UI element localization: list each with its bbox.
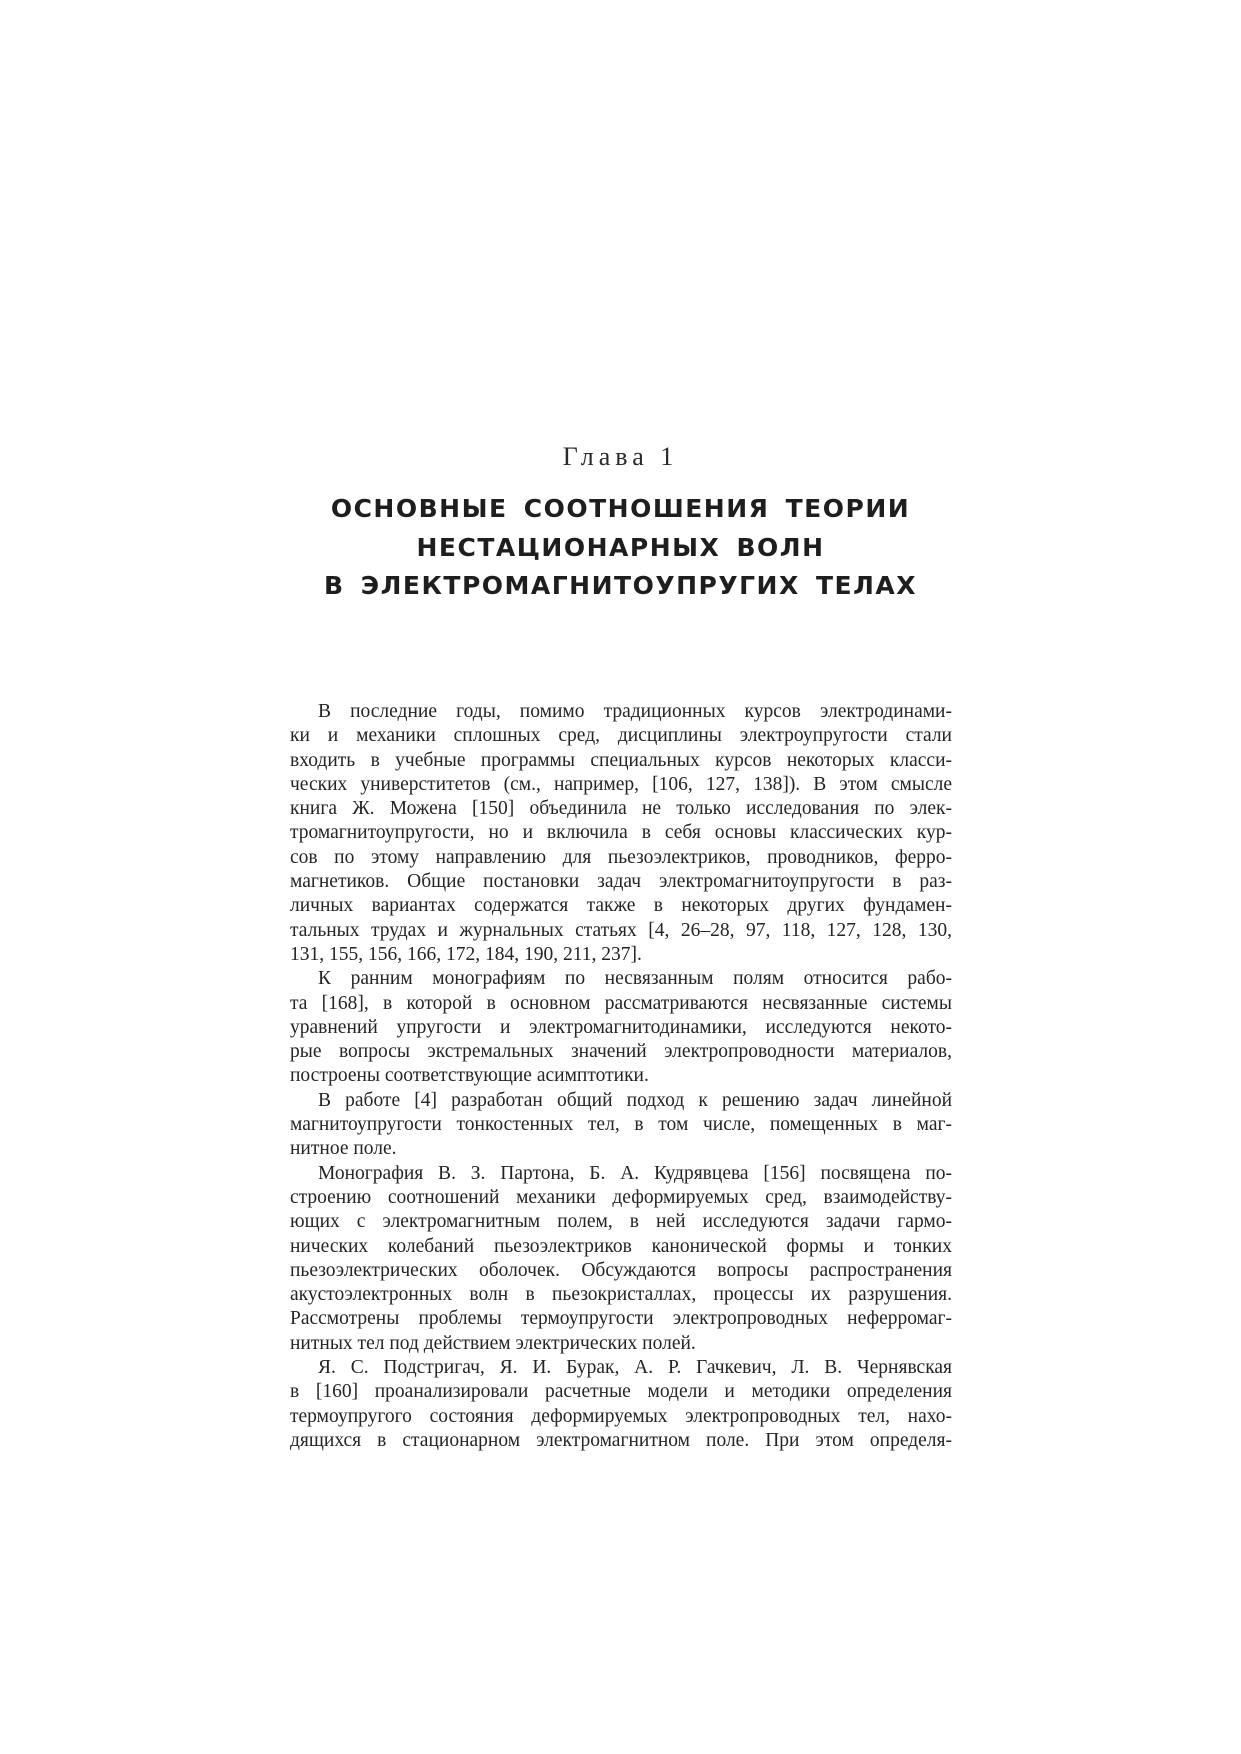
- chapter-title-line: ОСНОВНЫЕ СООТНОШЕНИЯ ТЕОРИИ: [330, 494, 911, 523]
- text-line: нитное поле.: [290, 1138, 397, 1160]
- text-line: сов по этому направлению для пьезоэлектриков, проводников, ферро-: [290, 846, 952, 868]
- chapter-title: [0, 490, 1241, 606]
- text-line: рые вопросы экстремальных значений электропроводности материалов,: [290, 1041, 952, 1063]
- text-line: дящихся в стационарном электромагнитном поле. При этом определя-: [290, 1429, 952, 1451]
- paragraph: [290, 1089, 952, 1162]
- chapter-label: Глава 1: [562, 442, 679, 471]
- text-line: Рассмотрены проблемы термоупругости электропроводных неферромаг-: [290, 1308, 952, 1330]
- text-line: книга Ж. Можена [150] объединила не только исследования по элек-: [290, 798, 952, 820]
- text-line: пьезоэлектрических оболочек. Обсуждаются вопросы распространения: [290, 1259, 952, 1281]
- text-line: личных вариантах содержатся также в некоторых других фундамен-: [290, 895, 952, 917]
- text-line: В работе [4] разработан общий подход к решению задач линейной: [318, 1089, 952, 1111]
- text-line: уравнений упругости и электромагнитодинамики, исследуются некото-: [290, 1016, 952, 1038]
- text-line: в [160] проанализировали расчетные модели и методики определения: [290, 1381, 952, 1403]
- chapter-title-line: В ЭЛЕКТРОМАГНИТОУПРУГИХ ТЕЛАХ: [324, 571, 917, 600]
- text-line: Монография В. З. Партона, Б. А. Кудрявцева [156] посвящена по-: [318, 1162, 952, 1184]
- paragraph: [290, 1162, 952, 1356]
- text-line: термоупругого состояния деформируемых электропроводных тел, нахо-: [290, 1405, 952, 1427]
- body-text: [290, 700, 952, 1453]
- text-line: акустоэлектронных волн в пьезокристаллах, процессы их разрушения.: [290, 1284, 952, 1306]
- paragraph: [290, 1356, 952, 1453]
- chapter-title-line: НЕСТАЦИОНАРНЫХ ВОЛН: [416, 532, 825, 562]
- text-line: строению соотношений механики деформируемых сред, взаимодейству-: [290, 1186, 952, 1208]
- paragraph: [290, 967, 952, 1088]
- text-line: Я. С. Подстригач, Я. И. Бурак, А. Р. Гачкевич, Л. В. Чернявская: [318, 1357, 952, 1379]
- text-line: магнитоупругости тонкостенных тел, в том числе, помещенных в маг-: [290, 1114, 952, 1136]
- text-line: входить в учебные программы специальных курсов некоторых класси-: [290, 749, 952, 771]
- text-line: магнетиков. Общие постановки задач электромагнитоупругости в раз-: [290, 871, 952, 893]
- text-line: нитных тел под действием электрических полей.: [290, 1332, 696, 1354]
- text-line: В последние годы, помимо традиционных курсов электродинами-: [318, 701, 952, 722]
- text-line: тальных трудах и журнальных статьях [4, 26–28, 97, 118, 127, 128, 130,: [290, 919, 952, 941]
- text-line: построены соответствующие асимптотики.: [290, 1065, 649, 1087]
- text-line: 131, 155, 156, 166, 172, 184, 190, 211, 237].: [290, 943, 642, 965]
- paragraph: [290, 700, 952, 967]
- text-line: К ранним монографиям по несвязанным полям относится рабо-: [318, 968, 952, 990]
- text-line: ющих с электромагнитным полем, в ней исследуются задачи гармо-: [290, 1211, 952, 1233]
- text-line: та [168], в которой в основном рассматриваются несвязанные системы: [290, 992, 952, 1014]
- text-line: ческих универститетов (см., например, [106, 127, 138]). В этом смысле: [290, 773, 952, 795]
- text-line: ки и механики сплошных сред, дисциплины электроупругости стали: [290, 725, 952, 747]
- text-line: тромагнитоупругости, но и включила в себя основы классических кур-: [290, 822, 952, 844]
- text-line: нических колебаний пьезоэлектриков канонической формы и тонких: [290, 1235, 952, 1257]
